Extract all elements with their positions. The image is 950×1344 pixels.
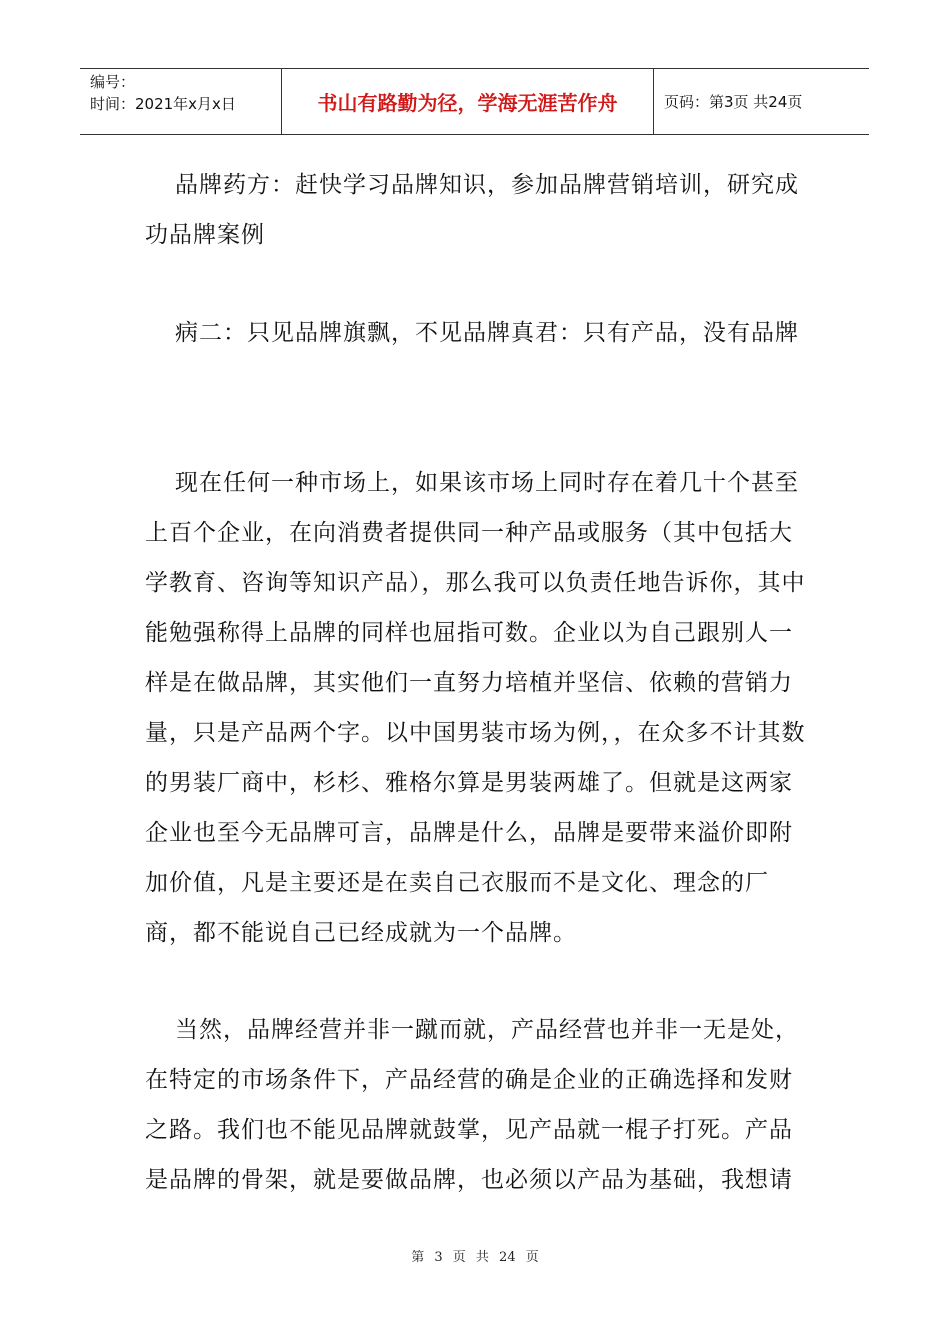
- header-meta: [80, 69, 282, 134]
- paragraph-brand-remedy: 品牌药方：赶快学习品牌知识，参加品牌营销培训，研究成功品牌案例: [145, 172, 799, 248]
- page-footer: 第 3 页 共 24 页: [411, 1250, 539, 1265]
- paragraph-heading-ailment-two: 病二：只见品牌旗飘，不见品牌真君：只有产品，没有品牌: [175, 320, 799, 346]
- document-number-label: 编号：: [90, 73, 136, 91]
- page-header: [80, 68, 869, 135]
- header-motto-cell: [282, 69, 654, 134]
- document-date: 时间：2021年x月x日: [90, 95, 236, 113]
- paragraph-product-foundation: 当然，品牌经营并非一蹴而就，产品经营也并非一无是处，在特定的市场条件下，产品经营的确是企业的正确选择和发财之路。我们也不能见品牌就鼓掌，见产品就一棍子打死。产品是品牌的骨架，就是要做品牌，也必须以产品为基础，我想请: [145, 1017, 799, 1193]
- header-motto: 书山有路勤为径，学海无涯苦作舟: [317, 91, 618, 115]
- paragraph-market-analysis: 现在任何一种市场上，如果该市场上同时存在着几十个甚至上百个企业，在向消费者提供同一种产品或服务（其中包括大学教育、咨询等知识产品），那么我可以负责任地告诉你，其中能勉强称得上品牌的同样也屈指可数。企业以为自己跟别人一样是在做品牌，其实他们一直努力培植并坚信、依赖的营销力量，只是产品两个字。以中国男装市场为例，，在众多不计其数的男装厂商中，杉杉、雅格尔算是男装两雄了。但就是这两家企业也至今无品牌可言，品牌是什么，品牌是要带来溢价即附加价值，凡是主要还是在卖自己衣服而不是文化、理念的厂商，都不能说自己已经成就为一个品牌。: [145, 470, 806, 946]
- header-page-info: 页码：第3页 共24页: [664, 93, 803, 111]
- header-page-info-cell: [654, 69, 869, 134]
